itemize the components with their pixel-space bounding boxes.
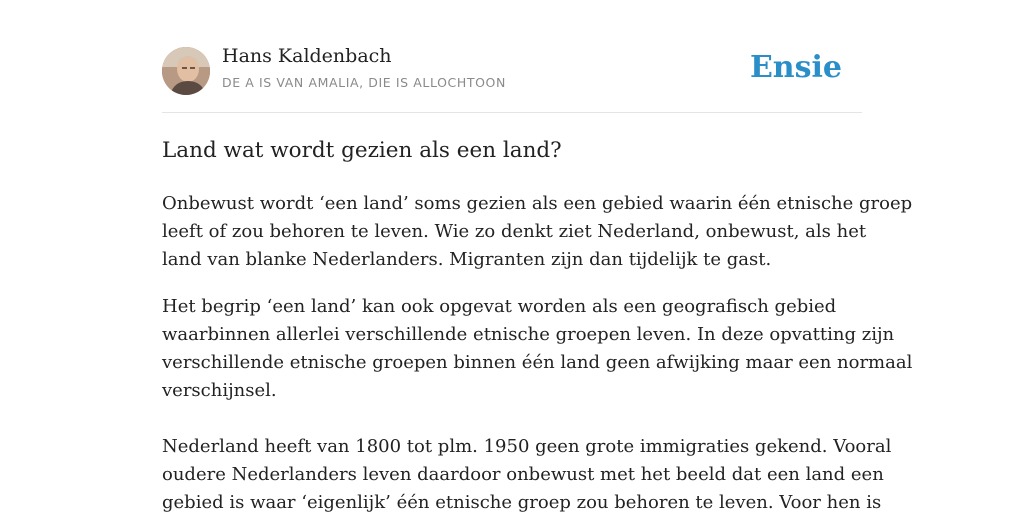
paragraph-line: leeft of zou behoren te leven. Wie zo denkt ziet Nederland, onbewust, als het — [162, 221, 867, 242]
content-column — [162, 0, 913, 512]
author-header — [162, 0, 862, 113]
paragraph-line: land van blanke Nederlanders. Migranten zijn dan tijdelijk te gast. — [162, 249, 772, 270]
paragraph-line: waarbinnen allerlei verschillende etnische groepen leven. In deze opvatting zijn — [162, 324, 895, 345]
article-title: Land wat wordt gezien als een land? — [162, 138, 562, 163]
paragraph-line: Het begrip ‘een land’ kan ook opgevat worden als een geografisch gebied — [162, 296, 837, 317]
paragraph-3 — [162, 433, 892, 512]
paragraph-line: verschijnsel. — [162, 380, 277, 401]
paragraph-1 — [162, 190, 913, 274]
paragraph-line: gebied is waar ‘eigenlijk’ één etnische groep zou behoren te leven. Voor hen is — [162, 492, 882, 512]
paragraph-line: Nederland heeft van 1800 tot plm. 1950 geen grote immigraties gekend. Vooral — [162, 436, 892, 457]
ensie-logo[interactable]: Ensie — [749, 50, 842, 85]
paragraph-line: verschillende etnische groepen binnen één land geen afwijking maar een normaal — [162, 352, 913, 373]
paragraph-line: Onbewust wordt ‘een land’ soms gezien als een gebied waarin één etnische groep — [162, 193, 913, 214]
author-tagline: DE A IS VAN AMALIA, DIE IS ALLOCHTOON — [222, 75, 506, 90]
paragraph-line: oudere Nederlanders leven daardoor onbewust met het beeld dat een land een — [162, 464, 884, 485]
paragraph-2 — [162, 293, 913, 405]
author-name[interactable]: Hans Kaldenbach — [222, 45, 392, 67]
avatar[interactable] — [162, 47, 210, 95]
